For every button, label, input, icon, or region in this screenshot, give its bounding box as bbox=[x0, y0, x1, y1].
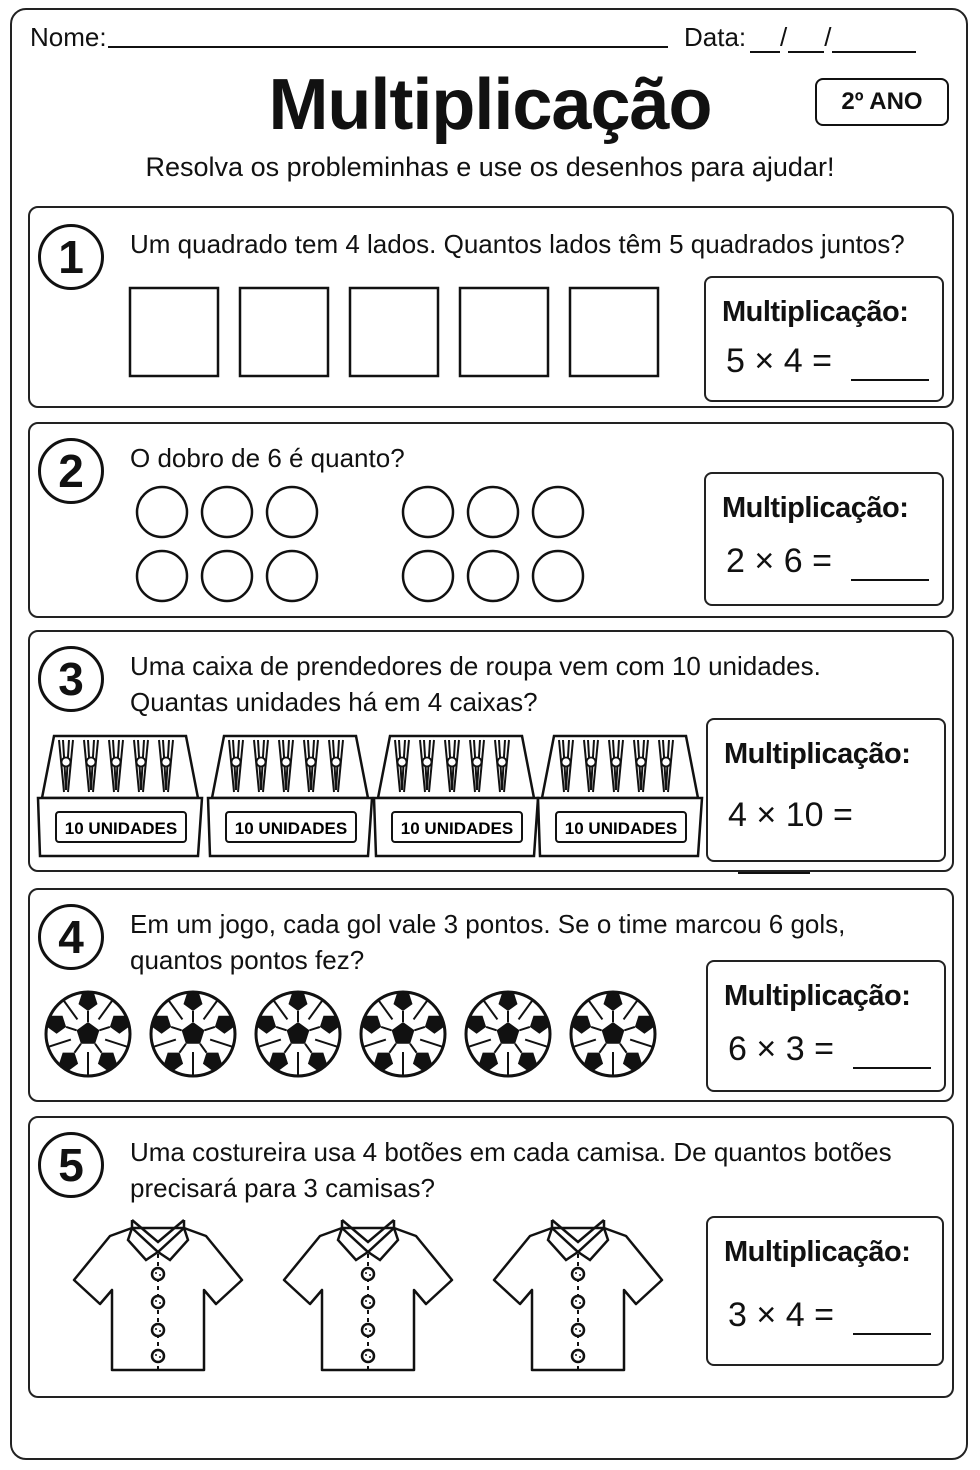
factor-b: 10 bbox=[785, 796, 824, 834]
equals-sign: = bbox=[832, 796, 853, 834]
equals-sign: = bbox=[812, 342, 832, 380]
shirt-icon bbox=[70, 1214, 250, 1388]
answer-box bbox=[706, 1216, 944, 1366]
circle-shape bbox=[267, 487, 317, 537]
question-text-line-1: Em um jogo, cada gol vale 3 pontos. Se o time marcou 6 gols, bbox=[130, 909, 846, 939]
answer-label: Multiplicação: bbox=[724, 980, 911, 1012]
answer-blank[interactable] bbox=[851, 349, 929, 381]
square-shape bbox=[130, 288, 218, 376]
answer-label: Multiplicação: bbox=[724, 1236, 911, 1268]
circle-shape bbox=[468, 551, 518, 601]
circle-shape bbox=[403, 551, 453, 601]
problem-card-5 bbox=[28, 1116, 954, 1398]
answer-label: Multiplicação: bbox=[722, 296, 909, 328]
equation bbox=[728, 1030, 931, 1069]
factor-a: 4 bbox=[728, 796, 747, 834]
grade-badge: 2º ANO bbox=[815, 78, 949, 126]
equation bbox=[726, 542, 929, 581]
circle-shape bbox=[202, 551, 252, 601]
times-sign: × bbox=[756, 1296, 777, 1334]
answer-blank[interactable] bbox=[853, 1037, 931, 1069]
soccer-ball-icon bbox=[44, 990, 134, 1080]
factor-b: 4 bbox=[785, 1296, 805, 1334]
equation bbox=[726, 342, 929, 381]
shirt-icon bbox=[280, 1214, 460, 1388]
answer-box bbox=[706, 960, 946, 1092]
name-label: Nome: bbox=[30, 22, 107, 52]
answer-label: Multiplicação: bbox=[722, 492, 909, 524]
factor-a: 6 bbox=[728, 1030, 747, 1068]
question-text-line-2: Quantas unidades há em 4 caixas? bbox=[130, 687, 538, 717]
problem-card-4 bbox=[28, 888, 954, 1102]
answer-box bbox=[704, 472, 944, 606]
factor-b: 4 bbox=[783, 342, 803, 380]
problem-card-1 bbox=[28, 206, 954, 408]
question-text-line-1: Uma costureira usa 4 botões em cada camisa. De quantos botões bbox=[130, 1137, 892, 1167]
page-title: Multiplicação bbox=[268, 65, 712, 145]
date-label: Data: bbox=[684, 22, 747, 52]
date-field[interactable] bbox=[750, 22, 916, 53]
problem-number: 3 bbox=[38, 646, 104, 712]
times-sign: × bbox=[754, 342, 775, 380]
circle-shape bbox=[267, 551, 317, 601]
clothespin-box-icon bbox=[36, 732, 204, 860]
soccer-ball-icon bbox=[254, 990, 344, 1080]
answer-blank[interactable] bbox=[738, 842, 810, 874]
square-shape bbox=[240, 288, 328, 376]
answer-blank[interactable] bbox=[853, 1303, 931, 1335]
soccer-ball-icon bbox=[569, 990, 659, 1080]
circle-shape bbox=[533, 551, 583, 601]
header-row bbox=[30, 22, 950, 56]
question-text: O dobro de 6 é quanto? bbox=[130, 443, 405, 473]
box-label: 10 UNIDADES bbox=[400, 819, 514, 838]
equation bbox=[728, 1296, 931, 1335]
equation bbox=[728, 796, 944, 874]
circle-shape bbox=[533, 487, 583, 537]
answer-label: Multiplicação: bbox=[724, 738, 911, 770]
question-text-line-2: precisará para 3 camisas? bbox=[130, 1173, 435, 1203]
equals-sign: = bbox=[814, 1296, 834, 1334]
clothespin-box-icon bbox=[372, 732, 540, 860]
square-shape bbox=[350, 288, 438, 376]
times-sign: × bbox=[756, 1030, 777, 1068]
date-separator: / bbox=[780, 22, 789, 52]
box-label: 10 UNIDADES bbox=[234, 819, 348, 838]
date-separator: / bbox=[824, 22, 833, 52]
factor-a: 2 bbox=[726, 542, 745, 580]
answer-box bbox=[704, 276, 944, 402]
problem-number: 2 bbox=[38, 438, 104, 504]
clothespin-box-icon bbox=[536, 732, 704, 860]
soccer-ball-icon bbox=[149, 990, 239, 1080]
soccer-ball-icon bbox=[359, 990, 449, 1080]
subtitle: Resolva os probleminhas e use os desenhos para ajudar! bbox=[145, 152, 835, 182]
problem-card-3 bbox=[28, 630, 954, 872]
circles-illustration bbox=[134, 484, 594, 606]
clothespin-boxes-illustration bbox=[36, 732, 696, 862]
circle-shape bbox=[202, 487, 252, 537]
answer-box bbox=[706, 718, 946, 862]
problem-number: 4 bbox=[38, 904, 104, 970]
problem-card-2 bbox=[28, 422, 954, 618]
times-sign: × bbox=[754, 542, 775, 580]
answer-blank[interactable] bbox=[851, 549, 929, 581]
circle-shape bbox=[468, 487, 518, 537]
question-text: Um quadrado tem 4 lados. Quantos lados têm 5 quadrados juntos? bbox=[130, 229, 905, 259]
question-text-line-2: quantos pontos fez? bbox=[130, 945, 365, 975]
square-shape bbox=[570, 288, 658, 376]
factor-a: 5 bbox=[726, 342, 745, 380]
square-shape bbox=[460, 288, 548, 376]
soccer-ball-icon bbox=[464, 990, 554, 1080]
shirts-illustration bbox=[70, 1214, 690, 1390]
circle-shape bbox=[137, 551, 187, 601]
question-text-line-1: Uma caixa de prendedores de roupa vem com 10 unidades. bbox=[130, 651, 821, 681]
soccer-balls-illustration bbox=[44, 990, 684, 1082]
problem-number: 5 bbox=[38, 1132, 104, 1198]
equals-sign: = bbox=[812, 542, 832, 580]
problem-number: 1 bbox=[38, 224, 104, 290]
box-label: 10 UNIDADES bbox=[564, 819, 678, 838]
factor-b: 6 bbox=[783, 542, 803, 580]
factor-b: 3 bbox=[785, 1030, 805, 1068]
squares-illustration bbox=[128, 286, 668, 378]
circle-shape bbox=[403, 487, 453, 537]
shirt-icon bbox=[490, 1214, 670, 1388]
factor-a: 3 bbox=[728, 1296, 747, 1334]
circle-shape bbox=[137, 487, 187, 537]
times-sign: × bbox=[756, 796, 777, 834]
equals-sign: = bbox=[814, 1030, 834, 1068]
clothespin-box-icon bbox=[206, 732, 374, 860]
name-field[interactable] bbox=[108, 46, 668, 48]
box-label: 10 UNIDADES bbox=[64, 819, 178, 838]
